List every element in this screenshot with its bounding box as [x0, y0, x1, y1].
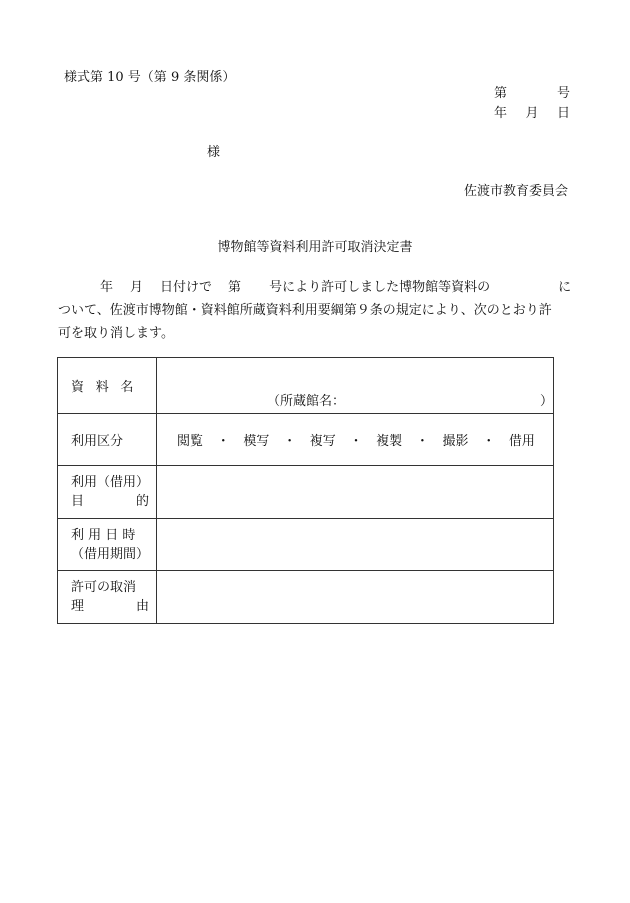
- document-title: 博物館等資料利用許可取消決定書: [217, 240, 413, 255]
- label-usage-date: 利 用 日 時 （借用期間）: [58, 519, 157, 571]
- issuer: 佐渡市教育委員会: [463, 184, 568, 199]
- storage-open: （所蔵館名：: [267, 394, 346, 409]
- value-material-name: [157, 358, 554, 414]
- label-cancel-reason: 許可の取消 理 由: [58, 571, 157, 624]
- row-cancel-reason: [58, 571, 554, 624]
- row-purpose: [58, 466, 554, 519]
- document-number-row: [494, 84, 570, 104]
- usage-separator: ・: [415, 434, 429, 449]
- usage-option: 複写: [309, 434, 336, 449]
- row-material-name: [58, 358, 554, 414]
- usage-option: 模写: [243, 434, 270, 449]
- detail-table: [57, 357, 554, 624]
- body-dated: 日付けで: [160, 280, 213, 295]
- addressee: 様: [207, 145, 221, 160]
- storage-close: ）: [539, 394, 553, 409]
- usage-separator: ・: [283, 434, 297, 449]
- usage-separator: ・: [349, 434, 363, 449]
- doc-no-prefix: 第: [494, 86, 508, 101]
- form-number: 様式第 10 号（第 9 条関係）: [64, 70, 236, 85]
- date-month: 月: [525, 106, 539, 121]
- value-purpose: [157, 466, 554, 519]
- usage-separator: ・: [216, 434, 230, 449]
- usage-options: [177, 430, 535, 449]
- label-material-name: 資料名: [58, 358, 157, 414]
- row-usage-date: [58, 519, 554, 571]
- value-usage-date: [157, 519, 554, 571]
- body-year: 年: [100, 280, 114, 295]
- storage-hall: [267, 390, 553, 409]
- usage-separator: ・: [482, 434, 496, 449]
- doc-no-suffix: 号: [556, 86, 570, 101]
- body-month: 月: [130, 280, 144, 295]
- date-day: 日: [556, 106, 570, 121]
- body-paragraph: [58, 276, 574, 345]
- value-usage-type: [157, 414, 554, 466]
- body-line-1: [58, 276, 574, 299]
- usage-option: 閲覧: [177, 434, 204, 449]
- usage-option: 複製: [376, 434, 403, 449]
- date-year: 年: [494, 106, 508, 121]
- body-no-prefix: 第: [228, 280, 242, 295]
- body-line1-text: 号により許可しました博物館等資料の: [269, 280, 491, 295]
- row-usage-type: [58, 414, 554, 466]
- label-usage-type: [58, 414, 157, 466]
- value-cancel-reason: [157, 571, 554, 624]
- document-number-block: [494, 84, 570, 124]
- body-line-3: 可を取り消します。: [58, 326, 174, 341]
- body-line1-end: に: [558, 280, 572, 295]
- label-purpose: 利用（借用） 目 的: [58, 466, 157, 519]
- document-date-row: [494, 104, 570, 124]
- body-line-2: ついて、佐渡市博物館・資料館所蔵資料利用要綱第９条の規定により、次のとおり許: [58, 303, 552, 318]
- usage-type-label: 利用区分: [71, 434, 124, 449]
- usage-option: 借用: [508, 434, 535, 449]
- usage-option: 撮影: [442, 434, 469, 449]
